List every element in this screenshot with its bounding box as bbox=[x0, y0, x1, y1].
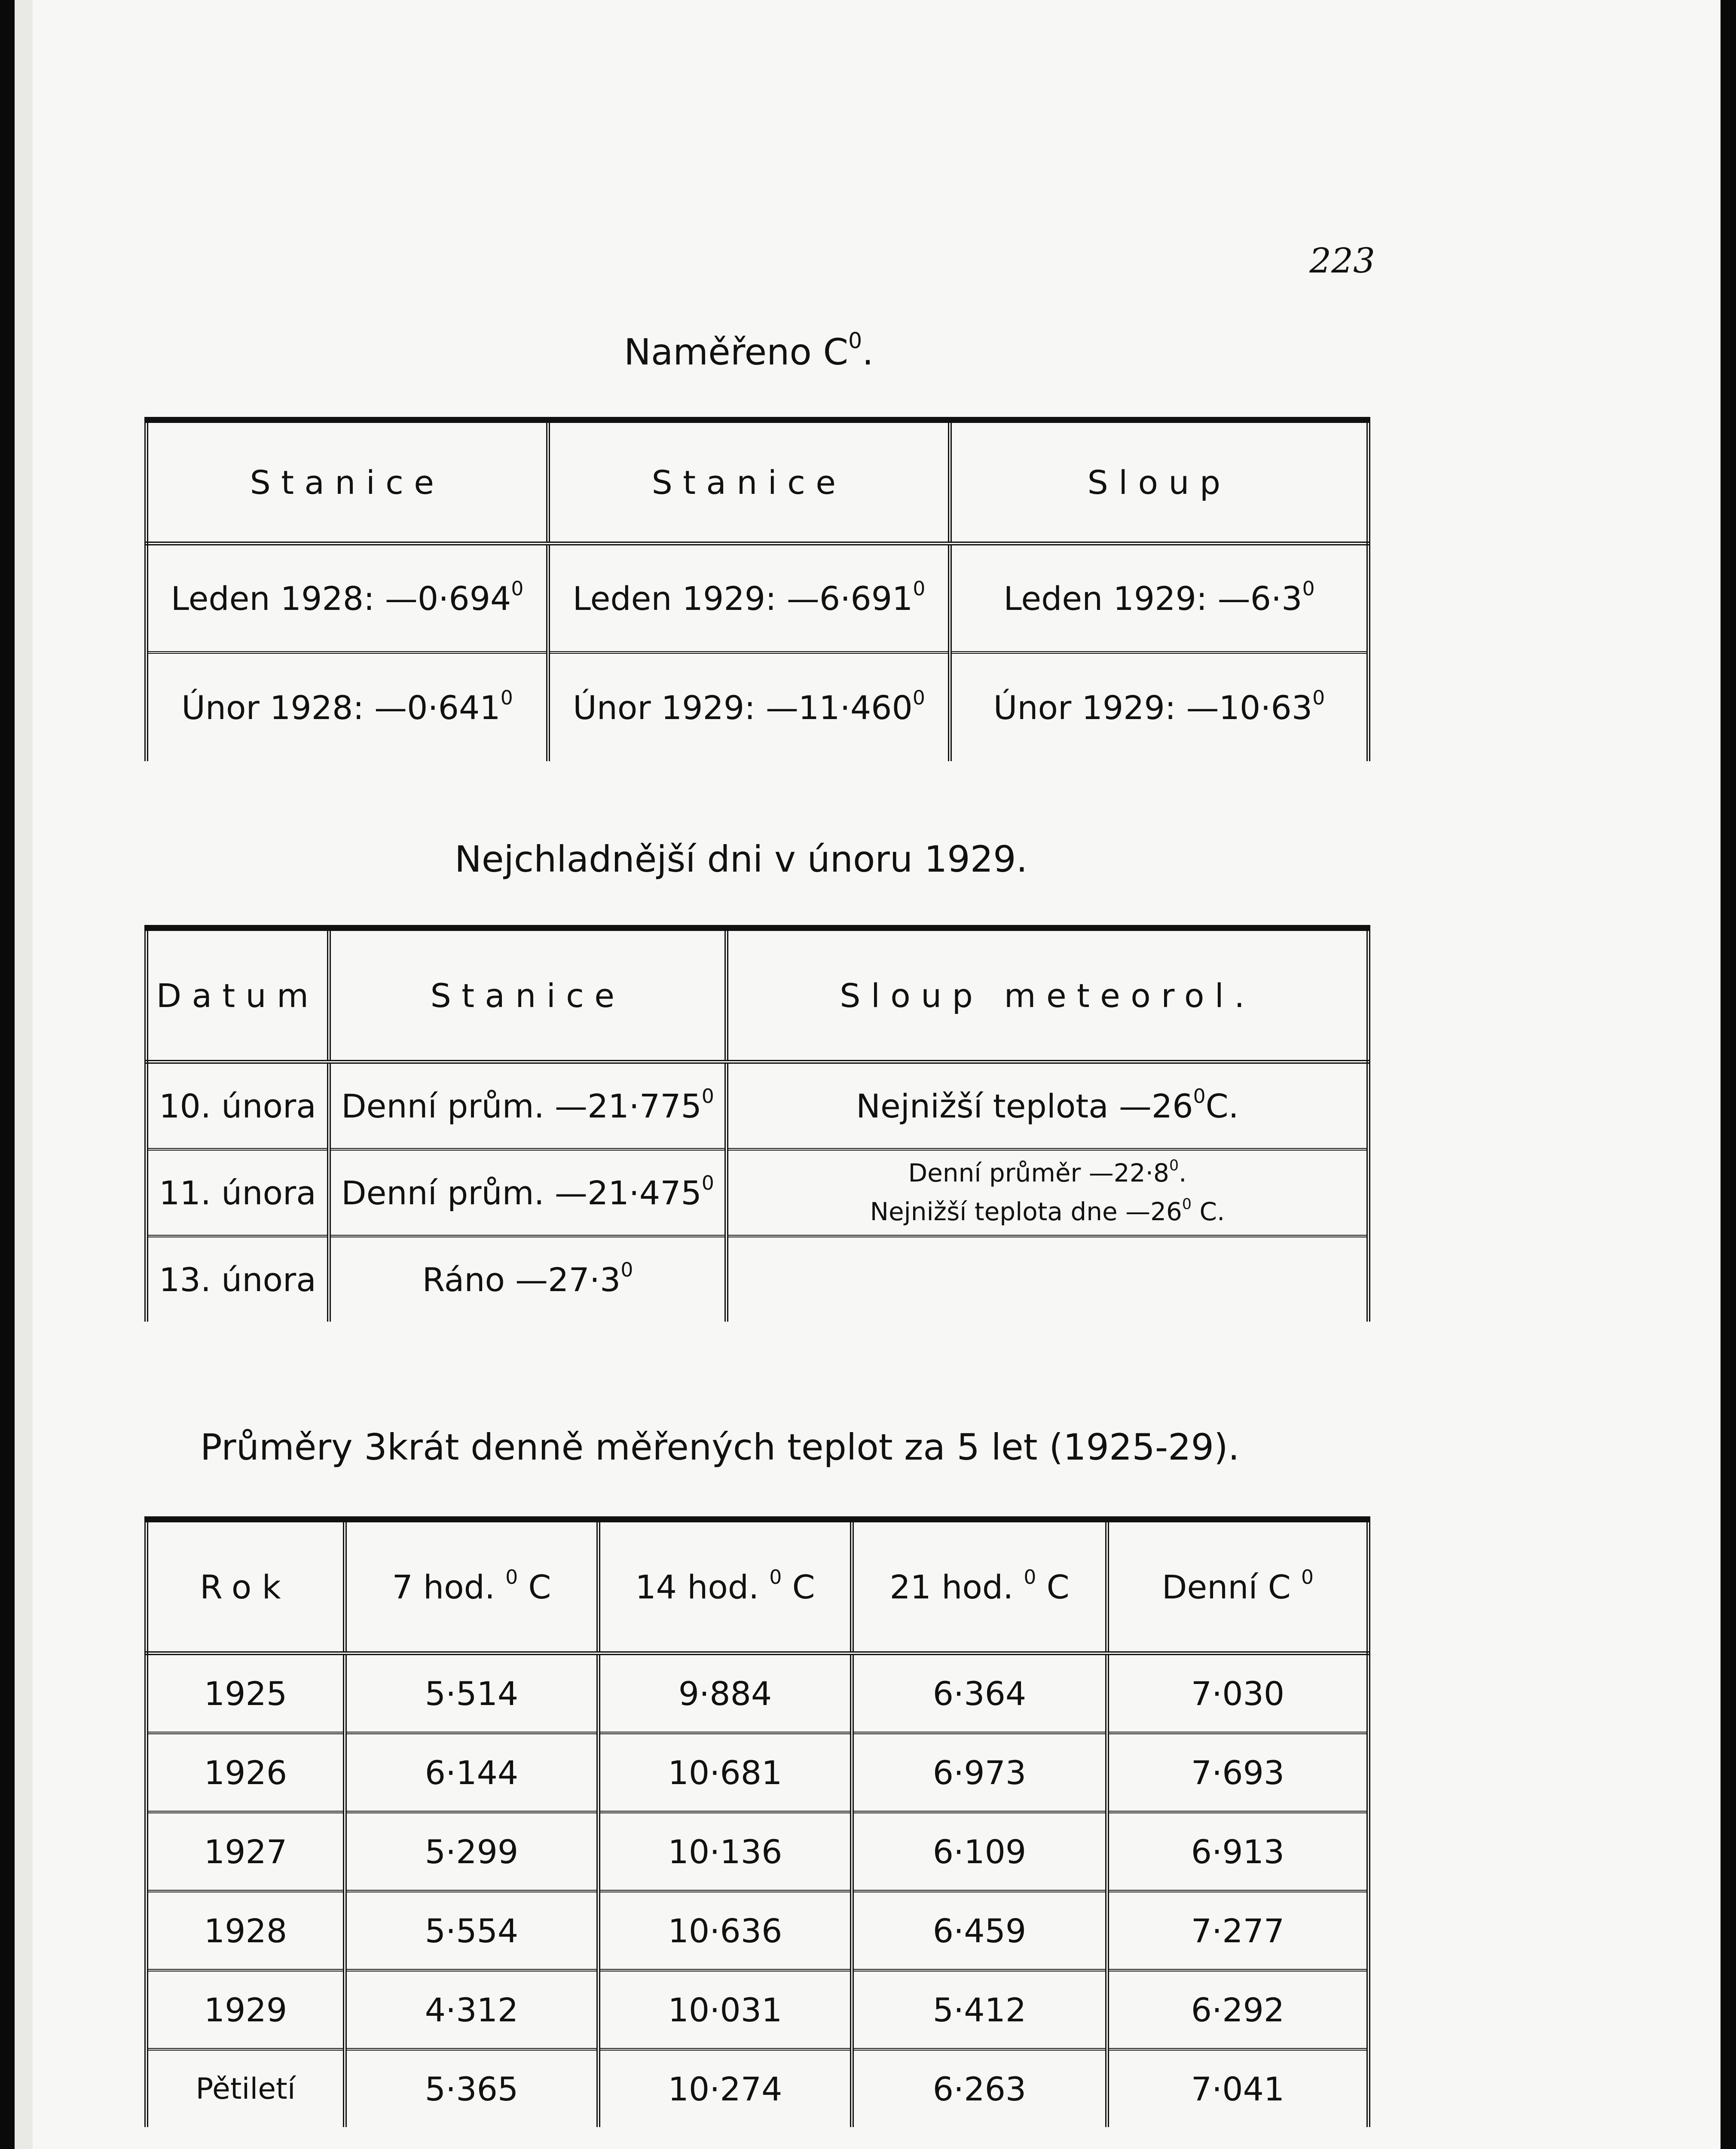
page-number: 223 bbox=[1309, 241, 1375, 281]
header-cell: 7 hod. $^0$ C bbox=[345, 1519, 599, 1653]
year-cell: 1926 bbox=[147, 1733, 345, 1812]
table-cell: 5·299 bbox=[345, 1812, 599, 1891]
year-cell: 1929 bbox=[147, 1970, 345, 2049]
table-cell: 5·554 bbox=[345, 1891, 599, 1970]
header-cell: Stanice bbox=[329, 928, 727, 1062]
coldest-days-table bbox=[144, 925, 1370, 1322]
table1-title: Naměřeno $C^0$. bbox=[624, 328, 874, 373]
station-cell: Denní prům. $—21\cdot 775^0$ bbox=[329, 1062, 727, 1150]
averages-table bbox=[144, 1516, 1370, 2127]
table-cell: 7·693 bbox=[1107, 1733, 1369, 1812]
table-cell: 6·459 bbox=[852, 1891, 1107, 1970]
year-cell: 1925 bbox=[147, 1653, 345, 1733]
table-cell: 7·041 bbox=[1107, 2049, 1369, 2127]
header-cell: 14 hod. $^0$ C bbox=[599, 1519, 852, 1653]
pole-cell: Nejnižší teplota $—26^0C$. bbox=[727, 1062, 1369, 1150]
table3-title: Průměry 3krát denně měřených teplot za 5 let (1925-29). bbox=[200, 1426, 1240, 1468]
table-cell: 5·514 bbox=[345, 1653, 599, 1733]
table-cell: Leden 1929: $—6\cdot 691^0$ bbox=[548, 544, 950, 653]
year-cell: 1927 bbox=[147, 1812, 345, 1891]
table-cell: Únor 1928: $—0\cdot 641^0$ bbox=[147, 652, 548, 761]
table-cell: 10·274 bbox=[599, 2049, 852, 2127]
table-header-row bbox=[147, 420, 1369, 544]
table-header-row bbox=[147, 928, 1369, 1062]
table-row bbox=[147, 1970, 1369, 2049]
table-row bbox=[147, 1653, 1369, 1733]
table-row bbox=[147, 1891, 1369, 1970]
scan-edge-right bbox=[1721, 0, 1736, 2149]
table-row bbox=[147, 544, 1369, 653]
table-row-total bbox=[147, 2049, 1369, 2127]
table-cell: 10·636 bbox=[599, 1891, 852, 1970]
table-cell: 6·973 bbox=[852, 1733, 1107, 1812]
table-cell: 6·292 bbox=[1107, 1970, 1369, 2049]
table-cell: 5·365 bbox=[345, 2049, 599, 2127]
table-row bbox=[147, 1236, 1369, 1322]
table-cell: 10·031 bbox=[599, 1970, 852, 2049]
table-row bbox=[147, 1733, 1369, 1812]
table-cell: Únor 1929: $—11\cdot 460^0$ bbox=[548, 652, 950, 761]
header-cell: Stanice bbox=[548, 420, 950, 544]
date-cell: 13. února bbox=[147, 1236, 329, 1322]
header-cell: Sloup meteorol. bbox=[727, 928, 1369, 1062]
header-cell: Sloup bbox=[950, 420, 1369, 544]
header-cell: Stanice bbox=[147, 420, 548, 544]
header-cell: Denní C $^0$ bbox=[1107, 1519, 1369, 1653]
header-cell: Rok bbox=[147, 1519, 345, 1653]
year-cell: Pětiletí bbox=[147, 2049, 345, 2127]
table-cell: 9·884 bbox=[599, 1653, 852, 1733]
table-cell: 10·136 bbox=[599, 1812, 852, 1891]
table-cell: 6·109 bbox=[852, 1812, 1107, 1891]
station-cell: Denní prům. $—21\cdot 475^0$ bbox=[329, 1149, 727, 1236]
table-row bbox=[147, 652, 1369, 761]
table-cell: 10·681 bbox=[599, 1733, 852, 1812]
measured-table bbox=[144, 417, 1370, 761]
table-cell: 6·913 bbox=[1107, 1812, 1369, 1891]
table-cell: 6·364 bbox=[852, 1653, 1107, 1733]
table-cell: 7·030 bbox=[1107, 1653, 1369, 1733]
table-cell: 4·312 bbox=[345, 1970, 599, 2049]
table-cell: Leden 1929: $—6\cdot 3^0$ bbox=[950, 544, 1369, 653]
header-cell: Datum bbox=[147, 928, 329, 1062]
table-row bbox=[147, 1149, 1369, 1236]
table-cell: 5·412 bbox=[852, 1970, 1107, 2049]
table-cell: Únor 1929: $—10\cdot 63^0$ bbox=[950, 652, 1369, 761]
pole-cell: Denní průměr $—22\cdot 8^0$. Nejnižší teplota dne $—26^0$ C. bbox=[727, 1149, 1369, 1236]
table-row bbox=[147, 1062, 1369, 1150]
table-cell: 7·277 bbox=[1107, 1891, 1369, 1970]
table-header-row bbox=[147, 1519, 1369, 1653]
table-cell: Leden 1928: $—0\cdot 694^0$ bbox=[147, 544, 548, 653]
station-cell: Ráno $—27\cdot 3^0$ bbox=[329, 1236, 727, 1322]
table2-title: Nejchladnější dni v únoru 1929. bbox=[455, 838, 1028, 880]
date-cell: 10. února bbox=[147, 1062, 329, 1150]
table-row bbox=[147, 1812, 1369, 1891]
table-cell: 6·144 bbox=[345, 1733, 599, 1812]
pole-cell bbox=[727, 1236, 1369, 1322]
header-cell: 21 hod. $^0$ C bbox=[852, 1519, 1107, 1653]
year-cell: 1928 bbox=[147, 1891, 345, 1970]
date-cell: 11. února bbox=[147, 1149, 329, 1236]
scan-margin-left bbox=[15, 0, 33, 2149]
table-cell: 6·263 bbox=[852, 2049, 1107, 2127]
scan-edge-left bbox=[0, 0, 15, 2149]
